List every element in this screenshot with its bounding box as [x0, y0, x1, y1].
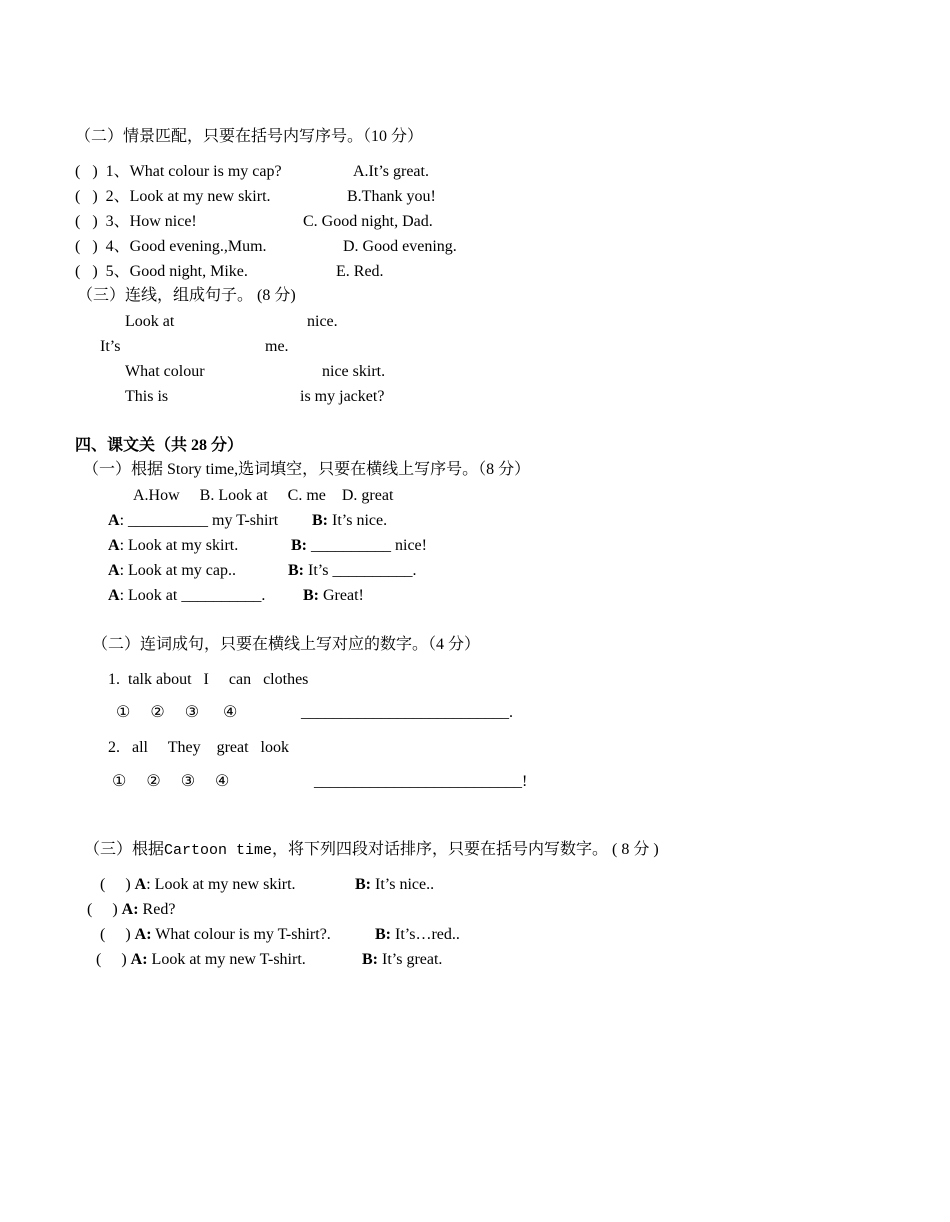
section-heading-line-matching: （三）连线，组成句子。 (8 分) [77, 287, 296, 304]
ordering-question-2-answer-line: __________________________! [314, 773, 528, 790]
order-row-2: ( ) A: Red? [87, 901, 176, 918]
dialog-line-2-a: A: Look at my skirt. [108, 537, 239, 554]
dialog-line-4-a: A: Look at __________. [108, 587, 266, 604]
part-title-text-section: 四、课文关（共 28 分） [75, 437, 244, 454]
connect-left-4: This is [125, 388, 169, 405]
dialog-line-2-b: B: __________ nice! [291, 537, 427, 554]
word-options: A.How B. Look at C. me D. great [133, 487, 394, 504]
connect-right-2: me. [265, 338, 289, 355]
subsection-heading-story-time: （一）根据 Story time,选词填空，只要在横线上写序号。（8 分） [83, 461, 531, 478]
connect-left-3: What colour [125, 363, 205, 380]
ordering-question-2-numbers: ① ② ③ ④ [112, 773, 230, 790]
connect-left-1: Look at [125, 313, 175, 330]
connect-right-4: is my jacket? [300, 388, 385, 405]
order-row-1-b: B: It’s nice.. [355, 876, 435, 893]
ordering-question-2-words: 2. all They great look [108, 739, 289, 756]
connect-right-1: nice. [307, 313, 338, 330]
match-answer-b: B.Thank you! [347, 188, 436, 205]
match-answer-d: D. Good evening. [343, 238, 457, 255]
match-question-1: ( ) 1、What colour is my cap? [75, 163, 282, 180]
subsection-heading-word-ordering: （二）连词成句，只要在横线上写对应的数字。（4 分） [92, 636, 481, 653]
match-question-2: ( ) 2、Look at my new skirt. [75, 188, 271, 205]
match-answer-a: A.It’s great. [353, 163, 429, 180]
ordering-question-1-answer-line: __________________________. [301, 704, 513, 721]
match-question-4: ( ) 4、Good evening.,Mum. [75, 238, 267, 255]
order-row-4: ( ) A: Look at my new T-shirt. [96, 951, 306, 968]
connect-left-2: It’s [100, 338, 121, 355]
order-row-1: ( ) A: Look at my new skirt. [100, 876, 296, 893]
ordering-question-1-words: 1. talk about I can clothes [108, 671, 309, 688]
dialog-line-4-b: B: Great! [303, 587, 364, 604]
order-row-3-b: B: It’s…red.. [375, 926, 460, 943]
subsection-heading-cartoon-time: （三）根据Cartoon time，将下列四段对话排序，只要在括号内写数字。 ( 8 分 ) [84, 841, 659, 859]
match-question-5: ( ) 5、Good night, Mike. [75, 263, 248, 280]
ordering-question-1-numbers: ① ② ③ ④ [116, 704, 238, 721]
dialog-line-1-b: B: It’s nice. [312, 512, 388, 529]
match-question-3: ( ) 3、How nice! [75, 213, 197, 230]
connect-right-3: nice skirt. [322, 363, 386, 380]
match-answer-c: C. Good night, Dad. [303, 213, 433, 230]
order-row-3: ( ) A: What colour is my T-shirt?. [100, 926, 331, 943]
dialog-line-3-a: A: Look at my cap.. [108, 562, 236, 579]
order-row-4-b: B: It’s great. [362, 951, 443, 968]
dialog-line-1-a: A: __________ my T-shirt [108, 512, 279, 529]
dialog-line-3-b: B: It’s __________. [288, 562, 417, 579]
match-answer-e: E. Red. [336, 263, 384, 280]
section-heading-situation-matching: （二）情景匹配，只要在括号内写序号。（10 分） [75, 128, 424, 145]
